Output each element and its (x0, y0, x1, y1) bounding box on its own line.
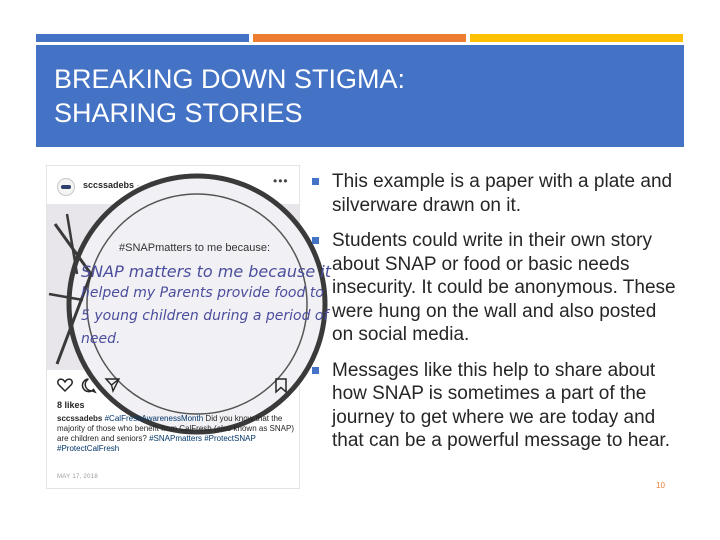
slide-title (54, 62, 654, 130)
bullet-list (310, 170, 682, 465)
accent-bar-orange (253, 34, 466, 42)
post-date: MAY 17, 2018 (57, 474, 99, 480)
bullet-item (310, 229, 682, 347)
bullet-square-icon (312, 367, 319, 374)
separator-dot: · (136, 180, 140, 190)
slide-title-line-2: SHARING STORIES (54, 98, 303, 128)
bullet-text: Students could write in their own story about SNAP or food or basic needs insecurity. It could be anonymous. These were hung on the wall and also posted on social media. (332, 230, 676, 345)
heart-icon[interactable] (57, 378, 73, 392)
bullet-text: This example is a paper with a plate and silverware drawn on it. (332, 171, 673, 216)
slide-title-line-1: BREAKING DOWN STIGMA: (54, 64, 406, 94)
instagram-post (46, 165, 331, 489)
handwritten-line: need. (81, 331, 121, 347)
post-caption (57, 414, 295, 454)
handwritten-line: helped my Parents provide food to (81, 285, 324, 301)
accent-bar-blue (36, 34, 249, 42)
share-icon[interactable] (105, 378, 120, 392)
bullet-text: Messages like this help to share about how SNAP is sometimes a part of the journey to get where we are today and that can be a powerful message to hear. (332, 359, 670, 451)
caption-username[interactable]: sccssadebs (57, 414, 103, 423)
post-username[interactable] (83, 180, 140, 190)
bullet-item (310, 170, 682, 217)
caption-text: Did you know that the majority of those who benefit from CalFresh (also known as SNAP) are children and seniors? (57, 414, 294, 443)
bullet-square-icon (312, 178, 319, 185)
bullet-item (310, 359, 682, 453)
likes-count[interactable]: 8 likes (57, 400, 85, 410)
caption-hashtag[interactable]: #CalFreshAwarenessMonth (104, 414, 204, 423)
page-number: 10 (656, 481, 665, 490)
post-photo (47, 204, 331, 370)
more-icon[interactable]: ••• (273, 174, 289, 188)
post-actions (57, 376, 289, 398)
post-username-text: sccssadebs (83, 180, 135, 190)
handwritten-line: SNAP matters to me because it (81, 262, 331, 281)
handwritten-line: 5 young children during a period of (81, 308, 329, 324)
avatar[interactable] (57, 178, 75, 196)
bookmark-icon[interactable] (275, 378, 287, 393)
photo-printed-text: #SNAPmatters to me because: (119, 242, 271, 254)
comment-icon[interactable] (81, 378, 96, 393)
bullet-square-icon (312, 237, 319, 244)
accent-bar-yellow (470, 34, 683, 42)
caption-hashtags[interactable]: #SNAPmatters #ProtectSNAP #ProtectCalFresh (57, 434, 256, 453)
